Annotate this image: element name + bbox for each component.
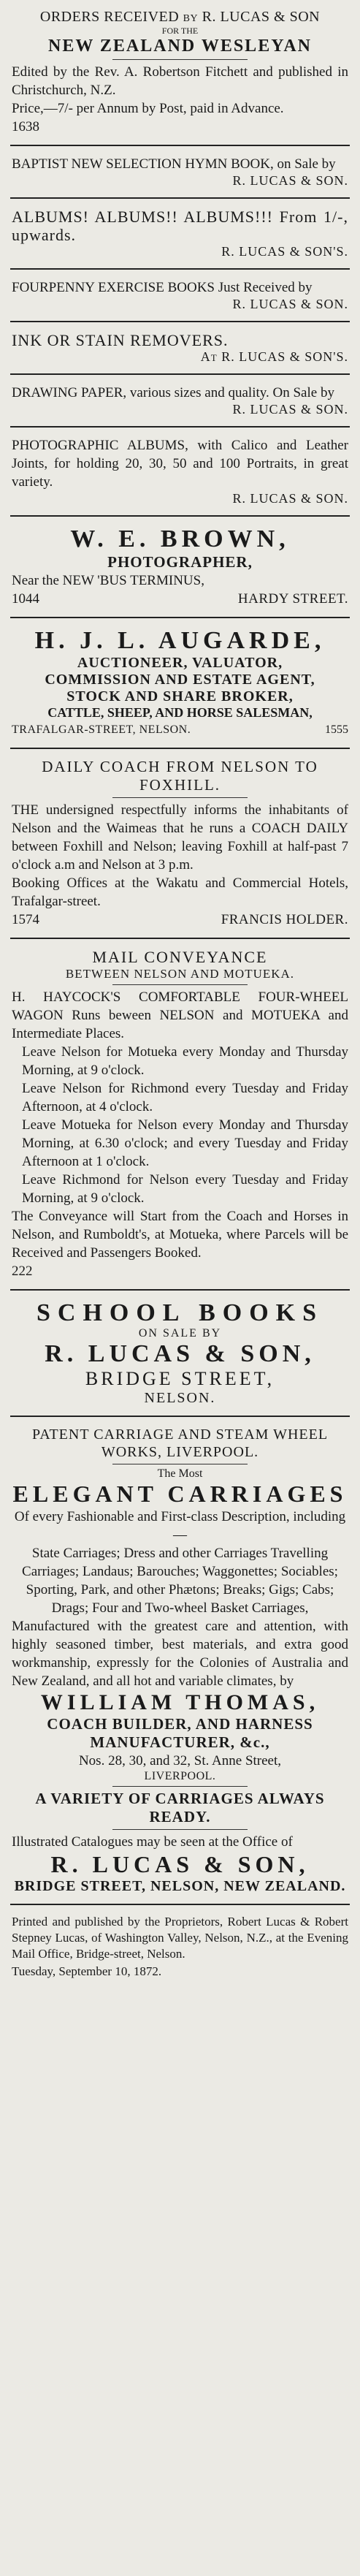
ad-augarde-auctioneer: [10, 618, 350, 749]
patent-coach: COACH BUILDER, AND HARNESS MANUFACTURER, &c.,: [47, 1715, 313, 1751]
wesleyan-for: FOR THE: [161, 26, 199, 36]
albums-sig: R. LUCAS & SON'S.: [221, 244, 348, 259]
patent-street: BRIDGE STREET, NELSON, NEW ZEALAND.: [14, 1878, 346, 1894]
ad-ink-removers: [10, 322, 350, 375]
drawing-sig: R. LUCAS & SON.: [232, 402, 348, 417]
hymn-sig: R. LUCAS & SON.: [232, 173, 348, 188]
patent-elegant: ELEGANT CARRIAGES: [12, 1481, 348, 1507]
brown-street: HARDY STREET.: [237, 591, 348, 607]
school-street: BRIDGE STREET,: [85, 1368, 275, 1389]
brown-role: PHOTOGRAPHER,: [107, 553, 253, 571]
exercise-sig: R. LUCAS & SON.: [232, 297, 348, 311]
ad-albums: [10, 199, 350, 270]
augarde-l3: STOCK AND SHARE BROKER,: [66, 688, 294, 704]
mail-num: 222: [12, 1264, 33, 1279]
patent-manu: Manufactured with the greatest care and attention, with highly seasoned timber, best materials, and extra good workmanship, expressly for the Colonies of Australia and New Zealand, and all hot and variable climates, by: [12, 1619, 348, 1689]
mail-closing: The Conveyance will Start from the Coach and Horses in Nelson, and Rumboldt's, at Motueka, where Parcels will be Received and Passengers Booked.: [12, 1209, 348, 1261]
coach-sig: FRANCIS HOLDER.: [221, 912, 348, 927]
patent-maker: WILLIAM THOMAS,: [40, 1690, 320, 1714]
drawing-text: DRAWING PAPER, various sizes and quality. On Sale by: [12, 385, 334, 400]
wesleyan-title: NEW ZEALAND WESLEYAN: [48, 37, 312, 56]
ink-sig: At R. LUCAS & SON'S.: [200, 349, 348, 364]
coach-body: THE undersigned respectfully informs the inhabitants of Nelson and the Waimeas that he runs a COACH DAILY between Foxhill and Nelson; leaving Foxhill at half-past 7 o'clock a.m and Nelson at 3 p.m.: [12, 802, 348, 873]
brown-num: 1044: [12, 591, 39, 607]
patent-name: R. LUCAS & SON,: [50, 1851, 310, 1877]
coach-title: DAILY COACH FROM NELSON TO FOXHILL.: [42, 758, 318, 794]
divider: [112, 797, 247, 798]
mail-sub: BETWEEN NELSON AND MOTUEKA.: [65, 967, 295, 981]
school-name: R. LUCAS & SON,: [45, 1340, 315, 1367]
mail-t3: Leave Motueka for Nelson every Monday and Thursday Morning, at 6.30 o'clock; and every Tuesday and Friday Afternoon at 1 o'clock.: [22, 1117, 348, 1169]
mail-title: MAIL CONVEYANCE: [92, 948, 268, 966]
augarde-l1: AUCTIONEER, VALUATOR,: [77, 655, 283, 671]
imprint-date: Tuesday, September 10, 1872.: [12, 1964, 162, 1978]
mail-t4: Leave Richmond for Nelson every Tuesday and Friday Morning, at 9 o'clock.: [22, 1172, 348, 1206]
divider: [112, 984, 247, 985]
patent-illus: Illustrated Catalogues may be seen at the Office of: [12, 1834, 293, 1850]
wesleyan-price: Price,—7/- per Annum by Post, paid in Advance.: [12, 101, 284, 116]
hymn-text: BAPTIST NEW SELECTION HYMN BOOK, on Sale by: [12, 156, 336, 172]
brown-name: W. E. BROWN,: [70, 525, 290, 552]
wesleyan-num: 1638: [12, 119, 39, 134]
augarde-name: H. J. L. AUGARDE,: [34, 627, 326, 654]
patent-desc: Of every Fashionable and First-class Description, including—: [14, 1509, 346, 1543]
exercise-text: FOURPENNY EXERCISE BOOKS Just Received by: [12, 280, 313, 295]
photo-text: PHOTOGRAPHIC ALBUMS, with Calico and Leather Joints, for holding 20, 30, 50 and 100 Portraits, in great variety.: [12, 438, 348, 490]
wesleyan-line1: ORDERS RECEIVED by R. LUCAS & SON: [39, 9, 321, 25]
augarde-addr: TRAFALGAR-STREET, NELSON.: [12, 723, 191, 736]
ad-photographic-albums: [10, 428, 350, 517]
divider: [112, 59, 247, 60]
augarde-l2: COMMISSION AND ESTATE AGENT,: [45, 672, 315, 688]
divider: [112, 1786, 247, 1787]
patent-list: State Carriages; Dress and other Carriages Travelling Carriages; Landaus; Barouches; Waggonettes; Sociables; Sporting, Park, and other Phætons; Breaks; Gigs; Cabs; Drags; Four and Two-wheel Basket Carriages,: [22, 1546, 338, 1616]
patent-variety: A VARIETY OF CARRIAGES ALWAYS READY.: [35, 1790, 325, 1825]
school-town: NELSON.: [144, 1390, 216, 1406]
patent-city: LIVERPOOL.: [144, 1770, 216, 1782]
imprint: [10, 1905, 350, 1989]
ad-brown-photographer: [10, 517, 350, 618]
wesleyan-edited: Edited by the Rev. A. Robertson Fitchett and published in Christchurch, N.Z.: [12, 64, 348, 98]
ad-wesleyan: [10, 0, 350, 146]
divider: [112, 1829, 247, 1830]
ad-patent-carriage: [10, 1417, 350, 1905]
augarde-num: 1555: [325, 723, 348, 736]
mail-t2: Leave Nelson for Richmond every Tuesday and Friday Afternoon, at 4 o'clock.: [22, 1081, 348, 1114]
ad-daily-coach: [10, 749, 350, 939]
patent-addr: Nos. 28, 30, and 32, St. Anne Street,: [78, 1753, 282, 1768]
ad-drawing-paper: [10, 375, 350, 428]
albums-text: ALBUMS! ALBUMS!! ALBUMS!!! From 1/-, upwards.: [12, 208, 348, 244]
ad-mail-conveyance: [10, 939, 350, 1291]
coach-num: 1574: [12, 912, 39, 927]
ad-exercise-books: [10, 270, 350, 322]
patent-most: The Most: [157, 1467, 203, 1480]
ad-hymn-book: [10, 146, 350, 199]
mail-t1: Leave Nelson for Motueka every Monday and Thursday Morning, at 9 o'clock.: [22, 1044, 348, 1078]
ink-text: INK OR STAIN REMOVERS.: [12, 331, 229, 349]
photo-sig: R. LUCAS & SON.: [232, 491, 348, 506]
school-title: SCHOOL BOOKS: [36, 1299, 324, 1326]
coach-booking: Booking Offices at the Wakatu and Commercial Hotels, Trafalgar-street.: [12, 875, 348, 909]
augarde-l4: CATTLE, SHEEP, AND HORSE SALESMAN,: [47, 705, 313, 720]
imprint-text: Printed and published by the Proprietors, Robert Lucas & Robert Stepney Lucas, of Washington Valley, Nelson, N.Z., at the Evening Mail Office, Bridge-street, Nelson.: [12, 1915, 348, 1961]
brown-near: Near the NEW 'BUS TERMINUS,: [12, 573, 204, 588]
patent-title: PATENT CARRIAGE AND STEAM WHEEL WORKS, LIVERPOOL.: [31, 1426, 329, 1460]
ad-school-books: [10, 1291, 350, 1417]
school-onsale: ON SALE BY: [138, 1327, 222, 1340]
mail-intro: H. HAYCOCK'S COMFORTABLE FOUR-WHEEL WAGON Runs beween NELSON and MOTUEKA and Intermediate Places.: [12, 989, 348, 1041]
